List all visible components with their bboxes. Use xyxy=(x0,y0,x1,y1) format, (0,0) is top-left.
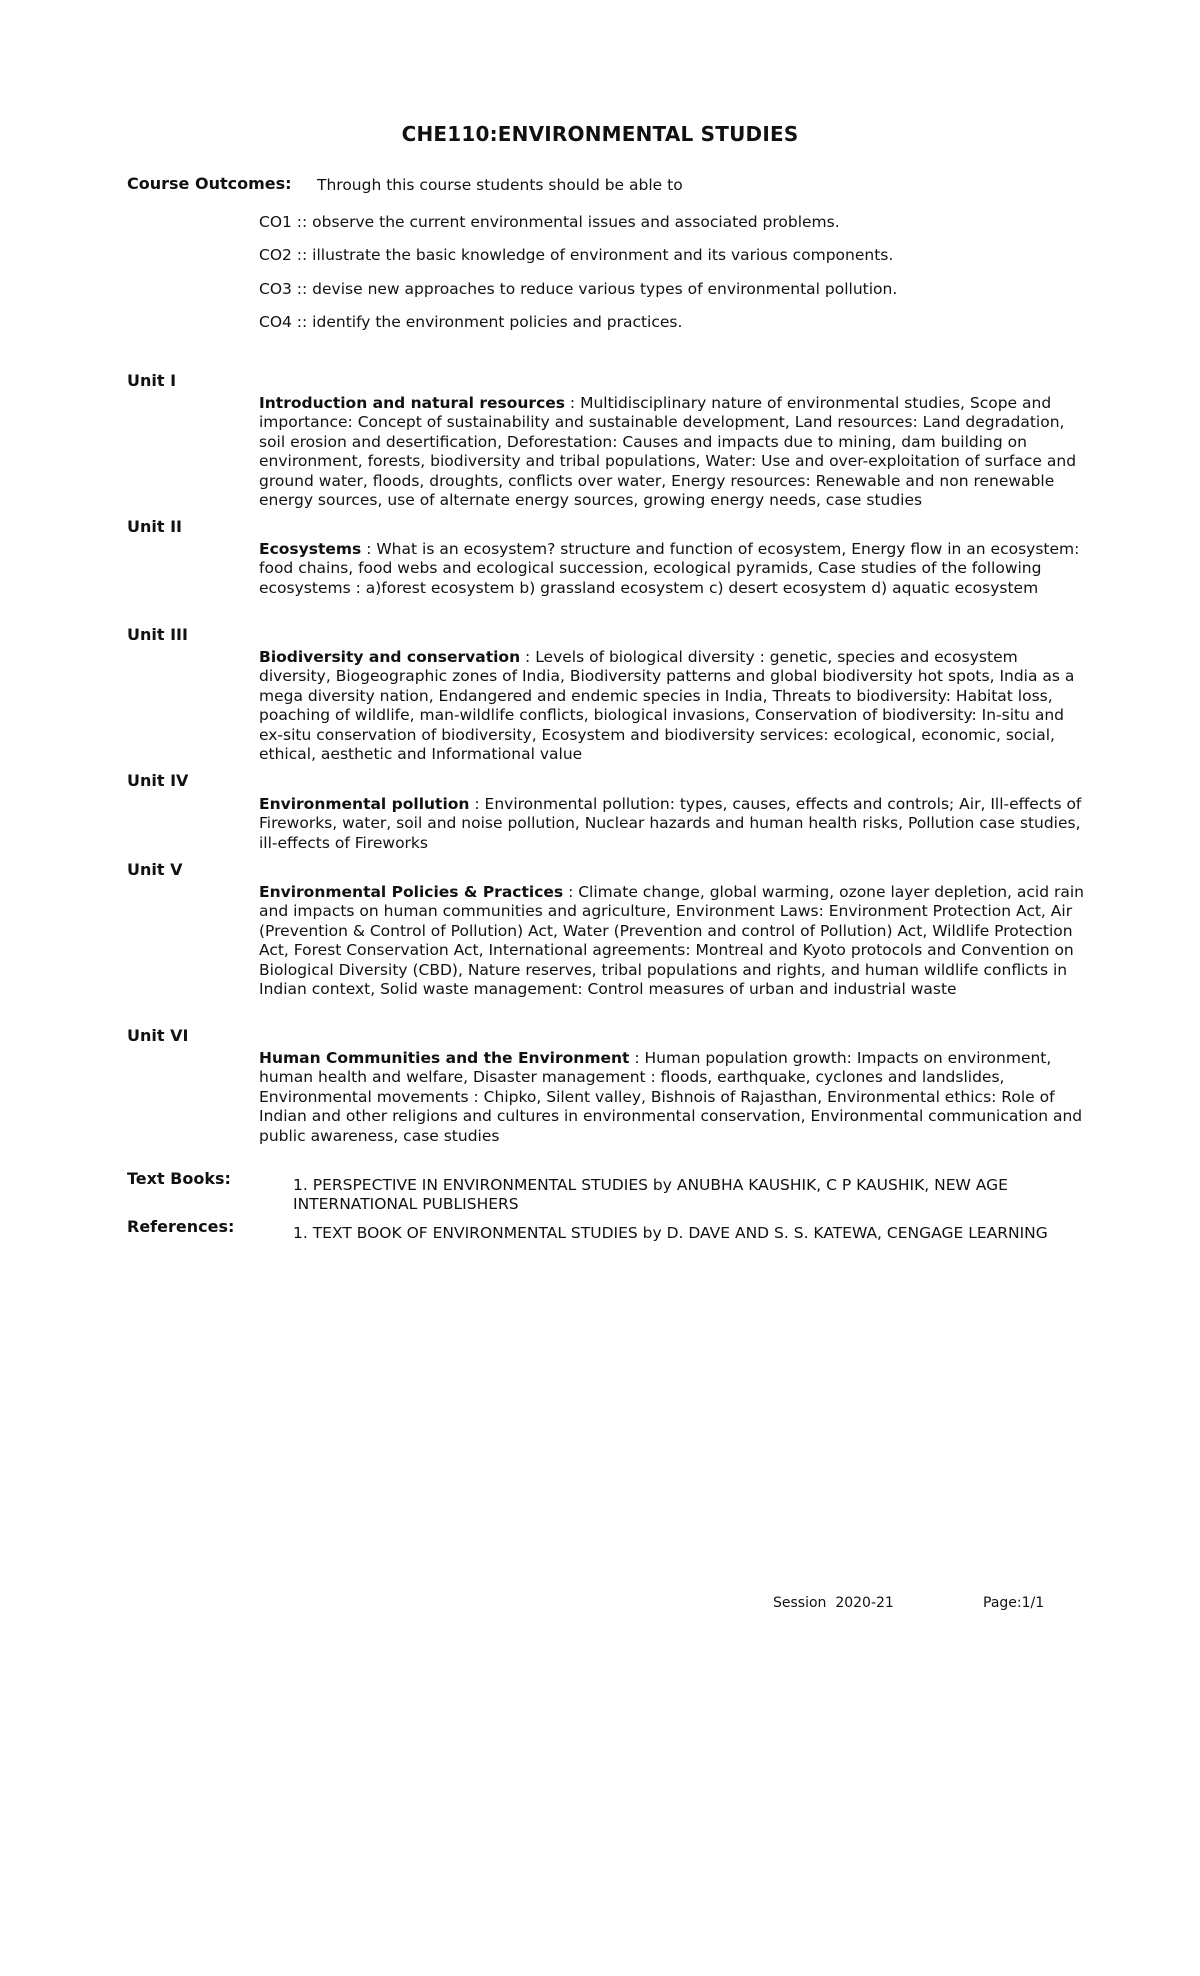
unit-4-body: Environmental pollution: types, causes, effects and controls; Air, Ill-effects of Fireworks, water, soil and noise pollution, Nuclear hazards and human health risks, Pollution case studies, ill-effects of Fireworks xyxy=(259,795,1082,852)
unit-3-separator: : xyxy=(520,648,536,666)
unit-6-label: Unit VI xyxy=(127,1026,189,1045)
unit-1-heading: Introduction and natural resources xyxy=(259,394,565,412)
course-outcome-1: CO1 :: observe the current environmental issues and associated problems. xyxy=(259,213,840,231)
unit-3-heading: Biodiversity and conservation xyxy=(259,648,521,666)
unit-3-content xyxy=(259,648,1089,764)
unit-4-heading: Environmental pollution xyxy=(259,795,470,813)
unit-3-label: Unit III xyxy=(127,625,188,644)
unit-4-label: Unit IV xyxy=(127,771,189,790)
course-outcome-2: CO2 :: illustrate the basic knowledge of environment and its various components. xyxy=(259,246,894,264)
unit-5-separator: : xyxy=(563,883,579,901)
course-outcomes-label: Course Outcomes: xyxy=(127,174,292,193)
unit-3-body: Levels of biological diversity : genetic, species and ecosystem diversity, Biogeographic zones of India, Biodiversity patterns and global biodiversity hot spots, India as a mega diversity nation, Endangered and endemic species in India, Threats to biodiversity: Habitat loss, poaching of wildlife, man-wildlife conflicts, biological invasions, Conservation of biodiversity: In-situ and ex-situ conservation of biodiversity, Ecosystem and biodiversity services: ecological, economic, social, ethical, aesthetic and Informational value xyxy=(259,648,1075,764)
text-book-item: 1. PERSPECTIVE IN ENVIRONMENTAL STUDIES by ANUBHA KAUSHIK, C P KAUSHIK, NEW AGE INTERNATIONAL PUBLISHERS xyxy=(293,1176,1008,1214)
unit-6-heading: Human Communities and the Environment xyxy=(259,1049,630,1067)
unit-1-body: Multidisciplinary nature of environmental studies, Scope and importance: Concept of sustainability and sustainable development, Land resources: Land degradation, soil erosion and desertification, Deforestation: Causes and impacts due to mining, dam building on environment, forests, biodiversity and tribal populations, Water: Use and over-exploitation of surface and ground water, floods, droughts, conflicts over water, Energy resources: Renewable and non renewable energy sources, use of alternate energy sources, growing energy needs, case studies xyxy=(259,394,1077,510)
course-outcomes-intro: Through this course students should be able to xyxy=(317,176,683,194)
unit-4-content xyxy=(259,795,1089,853)
unit-1-label: Unit I xyxy=(127,371,177,390)
unit-6-separator: : xyxy=(629,1049,645,1067)
course-outcome-3: CO3 :: devise new approaches to reduce various types of environmental pollution. xyxy=(259,280,898,298)
document-title: CHE110:ENVIRONMENTAL STUDIES xyxy=(401,122,799,146)
unit-4-separator: : xyxy=(469,795,485,813)
unit-5-heading: Environmental Policies & Practices xyxy=(259,883,564,901)
unit-6-content xyxy=(259,1049,1089,1146)
unit-5-label: Unit V xyxy=(127,860,183,879)
unit-2-label: Unit II xyxy=(127,517,182,536)
unit-5-body: Climate change, global warming, ozone layer depletion, acid rain and impacts on human communities and agriculture, Environment Laws: Environment Protection Act, Air (Prevention & Control of Pollution) Act, Water (Prevention and control of Pollution) Act, Wildlife Protection Act, Forest Conservation Act, International agreements: Montreal and Kyoto protocols and Convention on Biological Diversity (CBD), Nature reserves, tribal populations and rights, and human wildlife conflicts in Indian context, Solid waste management: Control measures of urban and industrial waste xyxy=(259,883,1084,999)
unit-1-separator: : xyxy=(565,394,581,412)
unit-5-content xyxy=(259,883,1089,999)
unit-2-content xyxy=(259,540,1089,598)
unit-2-separator: : xyxy=(361,540,377,558)
unit-2-heading: Ecosystems xyxy=(259,540,362,558)
reference-item: 1. TEXT BOOK OF ENVIRONMENTAL STUDIES by D. DAVE AND S. S. KATEWA, CENGAGE LEARNING xyxy=(293,1224,1048,1242)
session-text: Session 2020-21 xyxy=(773,1595,894,1611)
references-label: References: xyxy=(127,1217,235,1236)
unit-6-body: Human population growth: Impacts on environment, human health and welfare, Disaster management : floods, earthquake, cyclones and landslides, Environmental movements : Chipko, Silent valley, Bishnois of Rajasthan, Environmental ethics: Role of Indian and other religions and cultures in environmental conservation, Environmental communication and public awareness, case studies xyxy=(259,1049,1083,1145)
page-number: Page:1/1 xyxy=(983,1595,1045,1611)
unit-2-body: What is an ecosystem? structure and function of ecosystem, Energy flow in an ecosystem: food chains, food webs and ecological succession, ecological pyramids, Case studies of the following ecosystems : a)forest ecosystem b) grassland ecosystem c) desert ecosystem d) aquatic ecosystem xyxy=(259,540,1080,597)
course-outcome-4: CO4 :: identify the environment policies and practices. xyxy=(259,313,683,331)
text-books-label: Text Books: xyxy=(127,1169,231,1188)
unit-1-content xyxy=(259,394,1089,510)
